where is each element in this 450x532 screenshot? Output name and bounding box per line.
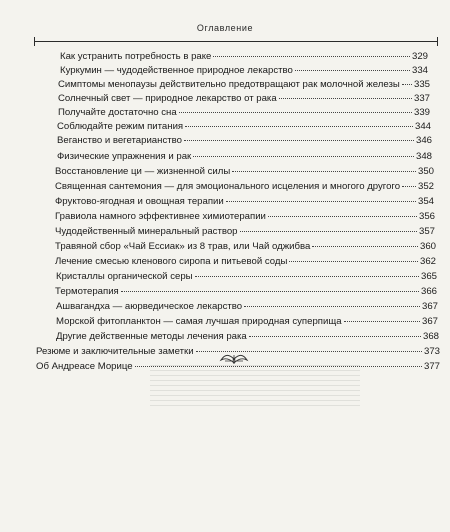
toc-entry: Гравиола намного эффективнее химиотерапии 356 [55, 211, 435, 222]
toc-entry: Фруктово-ягодная и овощная терапии 354 [55, 196, 434, 207]
dot-leader [185, 126, 413, 127]
bleed-through-texture [150, 365, 360, 409]
page-header: Оглавление [196, 23, 254, 33]
toc-entry: Восстановление ци — жизненной силы 350 [55, 166, 434, 177]
header-rule [34, 41, 438, 42]
dot-leader [184, 140, 414, 141]
toc-entry: Веганство и вегетарианство 346 [57, 135, 432, 146]
toc-entry: Термотерапия 366 [55, 286, 437, 297]
dot-leader [402, 84, 412, 85]
toc-entry: Священная сантемония — для эмоционального исцеления и многого другого 352 [55, 181, 434, 192]
toc-entry: Об Андреасе Морице 377 [36, 361, 440, 372]
dot-leader [179, 112, 412, 113]
dot-leader [279, 98, 412, 99]
toc-entry: Резюме и заключительные заметки 373 [36, 346, 440, 357]
dot-leader [244, 306, 420, 307]
dot-leader [344, 321, 420, 322]
dot-leader [312, 246, 418, 247]
dot-leader [289, 261, 418, 262]
toc-entry: Кристаллы органической серы 365 [56, 271, 437, 282]
header-rule-right-tick [437, 37, 438, 46]
toc-entry: Лечение смесью кленового сиропа и питьевой соды 362 [55, 256, 436, 267]
dot-leader [240, 231, 417, 232]
toc-entry: Как устранить потребность в раке 329 [60, 51, 428, 62]
dot-leader [402, 186, 416, 187]
toc-entry: Куркумин — чудодейственное природное лекарство 334 [60, 65, 428, 76]
dot-leader [226, 201, 416, 202]
toc-entry: Чудодейственный минеральный раствор 357 [55, 226, 435, 237]
dot-leader [295, 70, 410, 71]
dot-leader [195, 276, 419, 277]
toc-entry: Симптомы менопаузы действительно предотвращают рак молочной железы 335 [58, 79, 430, 90]
toc-entry: Травяной сбор «Чай Ессиак» из 8 трав, или Чай оджибва 360 [55, 241, 436, 252]
dot-leader [121, 291, 419, 292]
dot-leader [213, 56, 410, 57]
dot-leader [232, 171, 416, 172]
toc-entry: Ашвагандха — аюрведическое лекарство 367 [56, 301, 438, 312]
dot-leader [249, 336, 421, 337]
header-rule-left-tick [34, 37, 35, 46]
toc-entry: Морской фитопланктон — самая лучшая природная суперпища 367 [56, 316, 438, 327]
dot-leader [268, 216, 417, 217]
dot-leader [193, 156, 414, 157]
toc-entry: Солнечный свет — природное лекарство от рака 337 [58, 93, 430, 104]
toc-entry: Другие действенные методы лечения рака 368 [56, 331, 439, 342]
toc-entry: Получайте достаточно сна 339 [58, 107, 430, 118]
toc-entry: Физические упражнения и рак 348 [57, 151, 432, 162]
ornament-icon [219, 352, 249, 366]
toc-entry: Соблюдайте режим питания 344 [57, 121, 431, 132]
